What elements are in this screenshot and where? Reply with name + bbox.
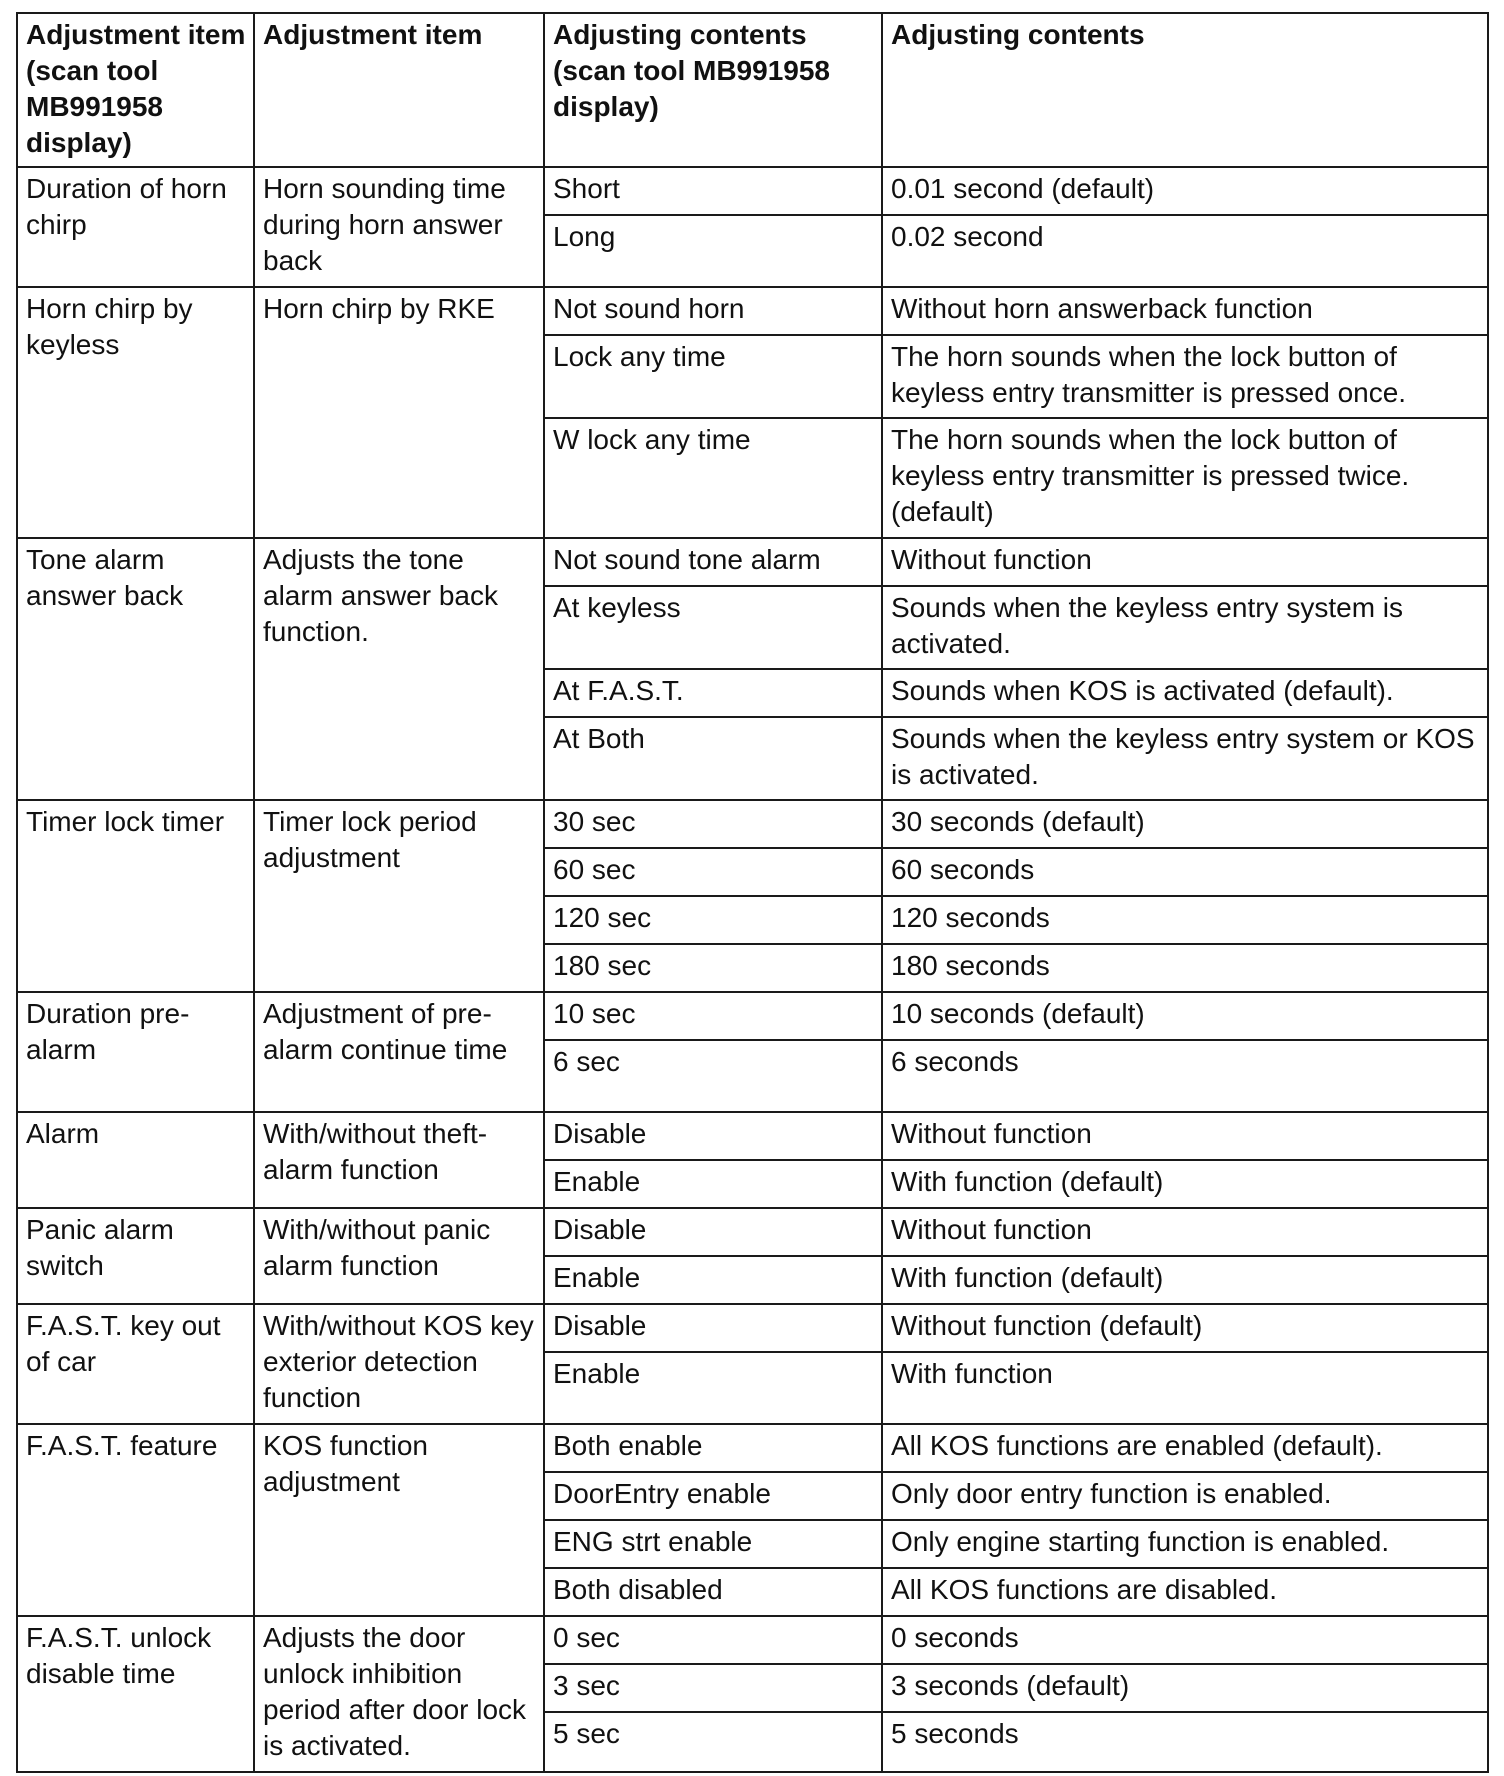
- option-display-cell: At F.A.S.T.: [544, 669, 882, 717]
- option-display-cell: Disable: [544, 1112, 882, 1160]
- item-cell: Adjusts the tone alarm answer back function.: [254, 538, 544, 800]
- table-row: [17, 1424, 1488, 1472]
- header-item: Adjustment item: [254, 13, 544, 167]
- option-display-cell: W lock any time: [544, 418, 882, 538]
- option-content-cell: 0 seconds: [882, 1616, 1488, 1664]
- option-content-cell: 5 seconds: [882, 1712, 1488, 1772]
- scan-item-cell: Alarm: [17, 1112, 254, 1208]
- scan-item-cell: Duration pre-alarm: [17, 992, 254, 1112]
- document-page: [16, 12, 1487, 1762]
- item-cell: Timer lock period adjustment: [254, 800, 544, 992]
- option-content-cell: With function: [882, 1352, 1488, 1424]
- option-display-cell: Both disabled: [544, 1568, 882, 1616]
- option-display-cell: 5 sec: [544, 1712, 882, 1772]
- option-display-cell: Short: [544, 167, 882, 215]
- option-content-cell: Only door entry function is enabled.: [882, 1472, 1488, 1520]
- item-cell: Adjustment of pre-alarm continue time: [254, 992, 544, 1112]
- option-content-cell: 30 seconds (default): [882, 800, 1488, 848]
- table-row: [17, 800, 1488, 848]
- table-row: [17, 1112, 1488, 1160]
- header-row: [17, 13, 1488, 167]
- option-display-cell: Enable: [544, 1352, 882, 1424]
- scan-item-cell: F.A.S.T. unlock disable time: [17, 1616, 254, 1772]
- item-cell: With/without panic alarm function: [254, 1208, 544, 1304]
- option-content-cell: All KOS functions are enabled (default).: [882, 1424, 1488, 1472]
- option-display-cell: 10 sec: [544, 992, 882, 1040]
- item-cell: Adjusts the door unlock inhibition period after door lock is activated.: [254, 1616, 544, 1772]
- option-content-cell: Without horn answerback function: [882, 287, 1488, 335]
- option-display-cell: Disable: [544, 1208, 882, 1256]
- table-row: [17, 538, 1488, 586]
- table-row: [17, 1616, 1488, 1664]
- scan-item-cell: F.A.S.T. key out of car: [17, 1304, 254, 1424]
- option-content-cell: All KOS functions are disabled.: [882, 1568, 1488, 1616]
- option-display-cell: At keyless: [544, 586, 882, 669]
- option-content-cell: Without function: [882, 538, 1488, 586]
- table-body: [17, 167, 1488, 1772]
- option-content-cell: 60 seconds: [882, 848, 1488, 896]
- option-content-cell: 0.01 second (default): [882, 167, 1488, 215]
- item-cell: With/without KOS key exterior detection function: [254, 1304, 544, 1424]
- option-content-cell: Only engine starting function is enabled.: [882, 1520, 1488, 1568]
- header-scan-contents: Adjusting contents (scan tool MB991958 display): [544, 13, 882, 167]
- table-row: [17, 1208, 1488, 1256]
- scan-item-cell: Horn chirp by keyless: [17, 287, 254, 538]
- option-content-cell: Sounds when KOS is activated (default).: [882, 669, 1488, 717]
- scan-item-cell: Panic alarm switch: [17, 1208, 254, 1304]
- option-content-cell: The horn sounds when the lock button of keyless entry transmitter is pressed twice. (default): [882, 418, 1488, 538]
- option-display-cell: Lock any time: [544, 335, 882, 418]
- adjustment-table: [16, 12, 1489, 1773]
- option-display-cell: Enable: [544, 1256, 882, 1304]
- scan-item-cell: Timer lock timer: [17, 800, 254, 992]
- option-display-cell: Long: [544, 215, 882, 287]
- option-content-cell: With function (default): [882, 1160, 1488, 1208]
- option-content-cell: With function (default): [882, 1256, 1488, 1304]
- option-display-cell: Disable: [544, 1304, 882, 1352]
- option-content-cell: Without function (default): [882, 1304, 1488, 1352]
- table-row: [17, 167, 1488, 215]
- item-cell: Horn chirp by RKE: [254, 287, 544, 538]
- option-display-cell: Not sound horn: [544, 287, 882, 335]
- option-display-cell: Not sound tone alarm: [544, 538, 882, 586]
- option-content-cell: Without function: [882, 1208, 1488, 1256]
- item-cell: KOS function adjustment: [254, 1424, 544, 1616]
- header-contents: Adjusting contents: [882, 13, 1488, 167]
- option-display-cell: 60 sec: [544, 848, 882, 896]
- item-cell: With/without theft-alarm function: [254, 1112, 544, 1208]
- option-display-cell: Both enable: [544, 1424, 882, 1472]
- option-display-cell: 180 sec: [544, 944, 882, 992]
- option-display-cell: 0 sec: [544, 1616, 882, 1664]
- option-content-cell: 0.02 second: [882, 215, 1488, 287]
- item-cell: Horn sounding time during horn answer back: [254, 167, 544, 287]
- option-display-cell: 30 sec: [544, 800, 882, 848]
- table-row: [17, 1304, 1488, 1352]
- option-content-cell: Sounds when the keyless entry system or KOS is activated.: [882, 717, 1488, 800]
- option-display-cell: DoorEntry enable: [544, 1472, 882, 1520]
- scan-item-cell: Duration of horn chirp: [17, 167, 254, 287]
- option-content-cell: Without function: [882, 1112, 1488, 1160]
- option-content-cell: 10 seconds (default): [882, 992, 1488, 1040]
- option-display-cell: Enable: [544, 1160, 882, 1208]
- scan-item-cell: F.A.S.T. feature: [17, 1424, 254, 1616]
- option-content-cell: Sounds when the keyless entry system is activated.: [882, 586, 1488, 669]
- option-display-cell: ENG strt enable: [544, 1520, 882, 1568]
- table-row: [17, 287, 1488, 335]
- option-content-cell: 6 seconds: [882, 1040, 1488, 1112]
- option-display-cell: 120 sec: [544, 896, 882, 944]
- option-display-cell: 6 sec: [544, 1040, 882, 1112]
- option-display-cell: 3 sec: [544, 1664, 882, 1712]
- option-display-cell: At Both: [544, 717, 882, 800]
- header-scan-item: Adjustment item (scan tool MB991958 display): [17, 13, 254, 167]
- table-row: [17, 992, 1488, 1040]
- option-content-cell: 180 seconds: [882, 944, 1488, 992]
- option-content-cell: 3 seconds (default): [882, 1664, 1488, 1712]
- scan-item-cell: Tone alarm answer back: [17, 538, 254, 800]
- option-content-cell: 120 seconds: [882, 896, 1488, 944]
- option-content-cell: The horn sounds when the lock button of keyless entry transmitter is pressed once.: [882, 335, 1488, 418]
